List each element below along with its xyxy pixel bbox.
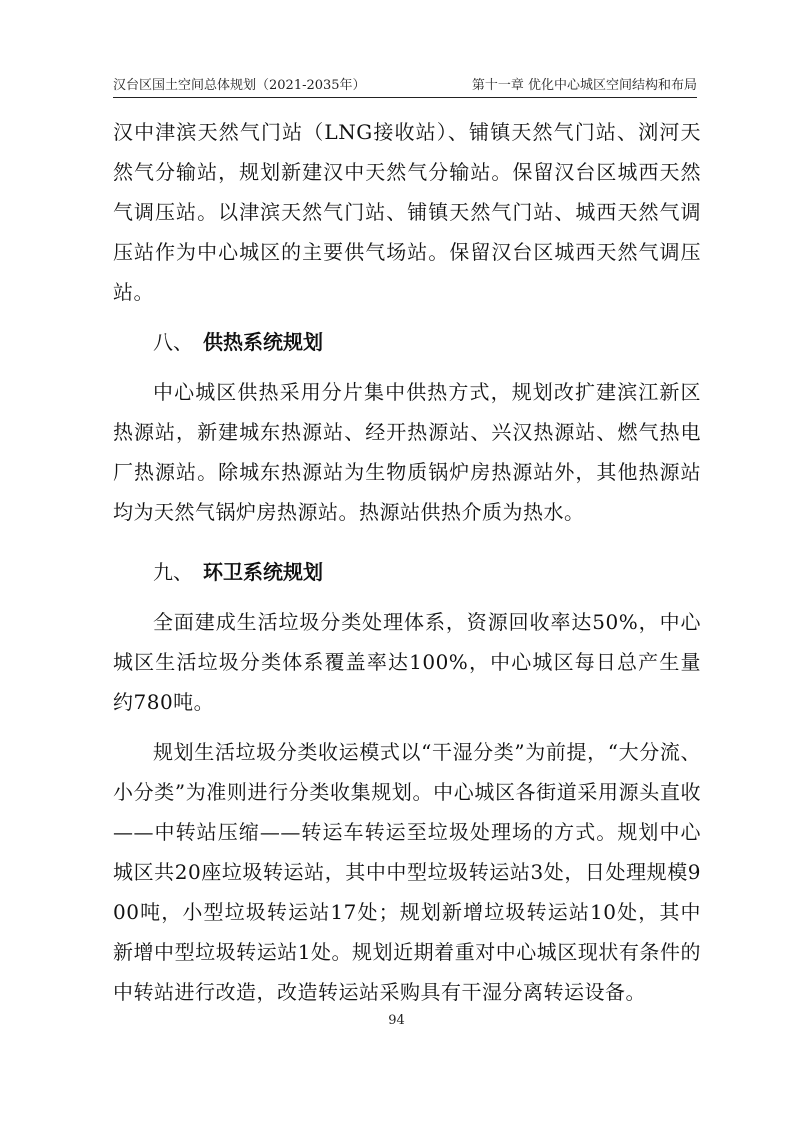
page-number: 94: [388, 1013, 405, 1028]
section-title: 供热系统规划: [203, 330, 323, 354]
running-header: [113, 74, 697, 98]
section-number: 九、: [153, 560, 193, 584]
section-heading-sanitation: [113, 552, 701, 592]
paragraph-gas-stations: 汉中津滨天然气门站（LNG接收站）、铺镇天然气门站、浏河天然气分输站，规划新建汉中天然气分输站。保留汉台区城西天然气调压站。以津滨天然气门站、铺镇天然气门站、城西天然气调压站作为中心城区的主要供气场站。保留汉台区城西天然气调压站。: [113, 120, 701, 304]
section-number: 八、: [153, 330, 193, 354]
paragraph-waste-targets: 全面建成生活垃圾分类处理体系，资源回收率达50%，中心城区生活垃圾分类体系覆盖率达100%，中心城区每日总产生量约780吨。: [113, 610, 701, 714]
paragraph-waste-collection: 规划生活垃圾分类收运模式以“干湿分类”为前提，“大分流、小分类”为准则进行分类收集规划。中心城区各街道采用源头直收——中转站压缩——转运车转运至垃圾处理场的方式。规划中心城区共20座垃圾转运站，其中中型垃圾转运站3处，日处理规模900吨，小型垃圾转运站17处；规划新增垃圾转运站10处，其中新增中型垃圾转运站1处。规划近期着重对中心城区现状有条件的中转站进行改造，改造转运站采购具有干湿分离转运设备。: [113, 740, 701, 1004]
paragraph-gap: [113, 722, 701, 732]
section-heading-heating: [113, 322, 701, 362]
header-document-title: 汉台区国土空间总体规划（2021-2035年）: [113, 78, 366, 93]
section-title: 环卫系统规划: [203, 560, 323, 584]
body-text: [113, 112, 701, 1012]
paragraph-heating: 中心城区供热采用分片集中供热方式，规划改扩建滨江新区热源站，新建城东热源站、经开热源站、兴汉热源站、燃气热电厂热源站。除城东热源站为生物质锅炉房热源站外，其他热源站均为天然气锅炉房热源站。热源站供热介质为热水。: [113, 380, 701, 524]
header-chapter-title: 第十一章 优化中心城区空间结构和布局: [471, 78, 697, 93]
